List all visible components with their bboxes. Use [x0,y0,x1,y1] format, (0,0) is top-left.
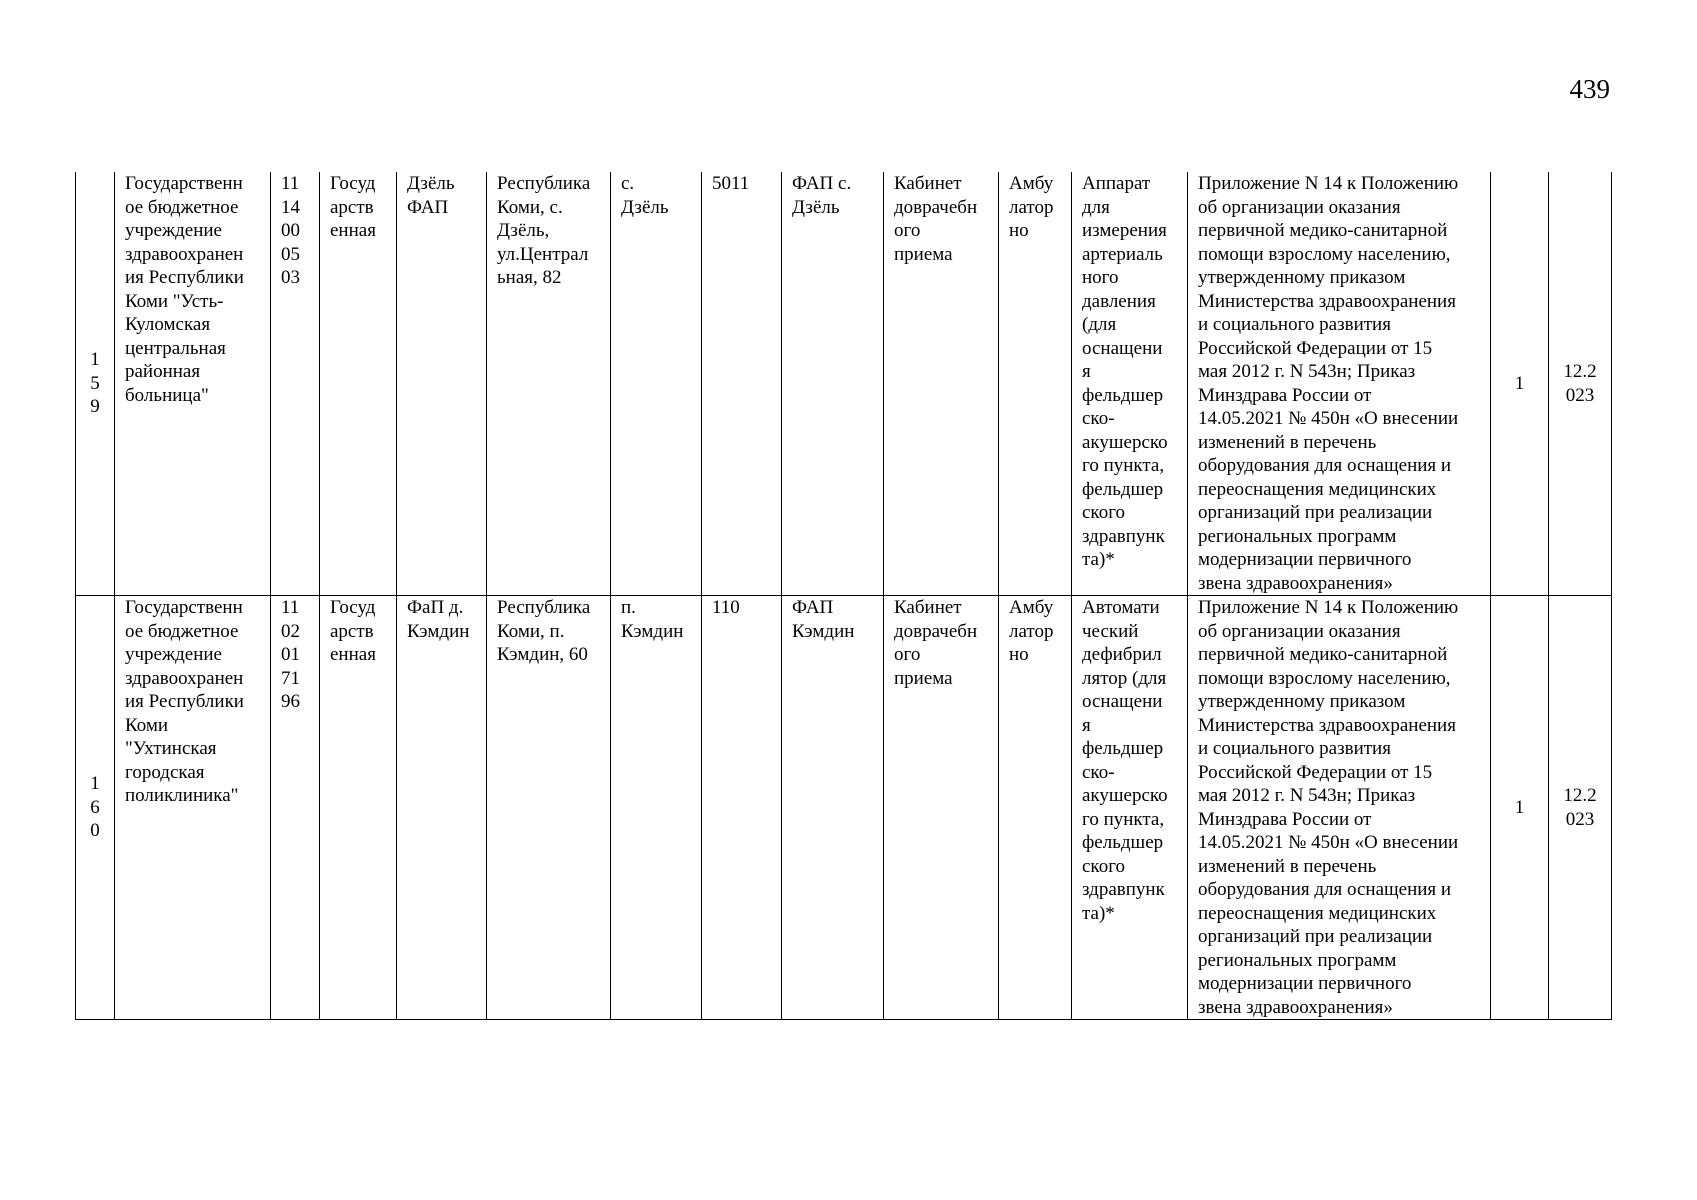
row-number-cell: 1 6 0 [76,596,115,1020]
address-cell: Республика Коми, с. Дзёль, ул.Централ ьная, 82 [487,172,611,596]
table-row [76,596,1612,1020]
locality-cell: с. Дзёль [611,172,702,596]
page-number: 439 [1569,74,1610,104]
quantity-cell: 1 [1491,172,1549,596]
population-cell: 5011 [702,172,782,596]
ownership-cell: Госуд арств енная [320,172,397,596]
equipment-cell: Аппарат для измерения артериаль ного давления (для оснащени я фельдшер ско- акушерско го пункта, фельдшер ского здравпунк та)* [1072,172,1188,596]
quantity-cell: 1 [1491,596,1549,1020]
facility-cell: ФАП с. Дзёль [782,172,884,596]
table-row [76,172,1612,596]
locality-cell: п. Кэмдин [611,596,702,1020]
care-type-cell: Амбу латор но [999,172,1072,596]
row-number-cell: 1 5 9 [76,172,115,596]
date-cell: 12.2 023 [1549,172,1612,596]
unit-cell: ФаП д. Кэмдин [397,596,487,1020]
code-cell: 11 02 01 71 96 [271,596,320,1020]
population-cell: 110 [702,596,782,1020]
unit-cell: Дзёль ФАП [397,172,487,596]
code-cell: 11 14 00 05 03 [271,172,320,596]
department-cell: Кабинет доврачебн ого приема [884,596,999,1020]
basis-cell: Приложение N 14 к Положению об организации оказания первичной медико-санитарной помощи взрослому населению, утвержденному приказом Министерства здравоохранения и социального развития Российской Федерации от 15 мая 2012 г. N 543н; Приказ Минздрава России от 14.05.2021 № 450н «О внесении изменений в перечень оборудования для оснащения и переоснащения медицинских организаций при реализации региональных программ модернизации первичного звена здравоохранения» [1188,172,1491,596]
date-cell: 12.2 023 [1549,596,1612,1020]
equipment-cell: Автомати ческий дефибрил лятор (для оснащени я фельдшер ско- акушерско го пункта, фельдшер ского здравпунк та)* [1072,596,1188,1020]
organization-cell: Государственн ое бюджетное учреждение здравоохранен ия Республики Коми "Ухтинская городская поликлиника" [115,596,271,1020]
basis-cell: Приложение N 14 к Положению об организации оказания первичной медико-санитарной помощи взрослому населению, утвержденному приказом Министерства здравоохранения и социального развития Российской Федерации от 15 мая 2012 г. N 543н; Приказ Минздрава России от 14.05.2021 № 450н «О внесении изменений в перечень оборудования для оснащения и переоснащения медицинских организаций при реализации региональных программ модернизации первичного звена здравоохранения» [1188,596,1491,1020]
department-cell: Кабинет доврачебн ого приема [884,172,999,596]
facility-cell: ФАП Кэмдин [782,596,884,1020]
equipment-registry-table [75,172,1612,1020]
ownership-cell: Госуд арств енная [320,596,397,1020]
address-cell: Республика Коми, п. Кэмдин, 60 [487,596,611,1020]
care-type-cell: Амбу латор но [999,596,1072,1020]
organization-cell: Государственн ое бюджетное учреждение здравоохранен ия Республики Коми "Усть- Куломская центральная районная больница" [115,172,271,596]
